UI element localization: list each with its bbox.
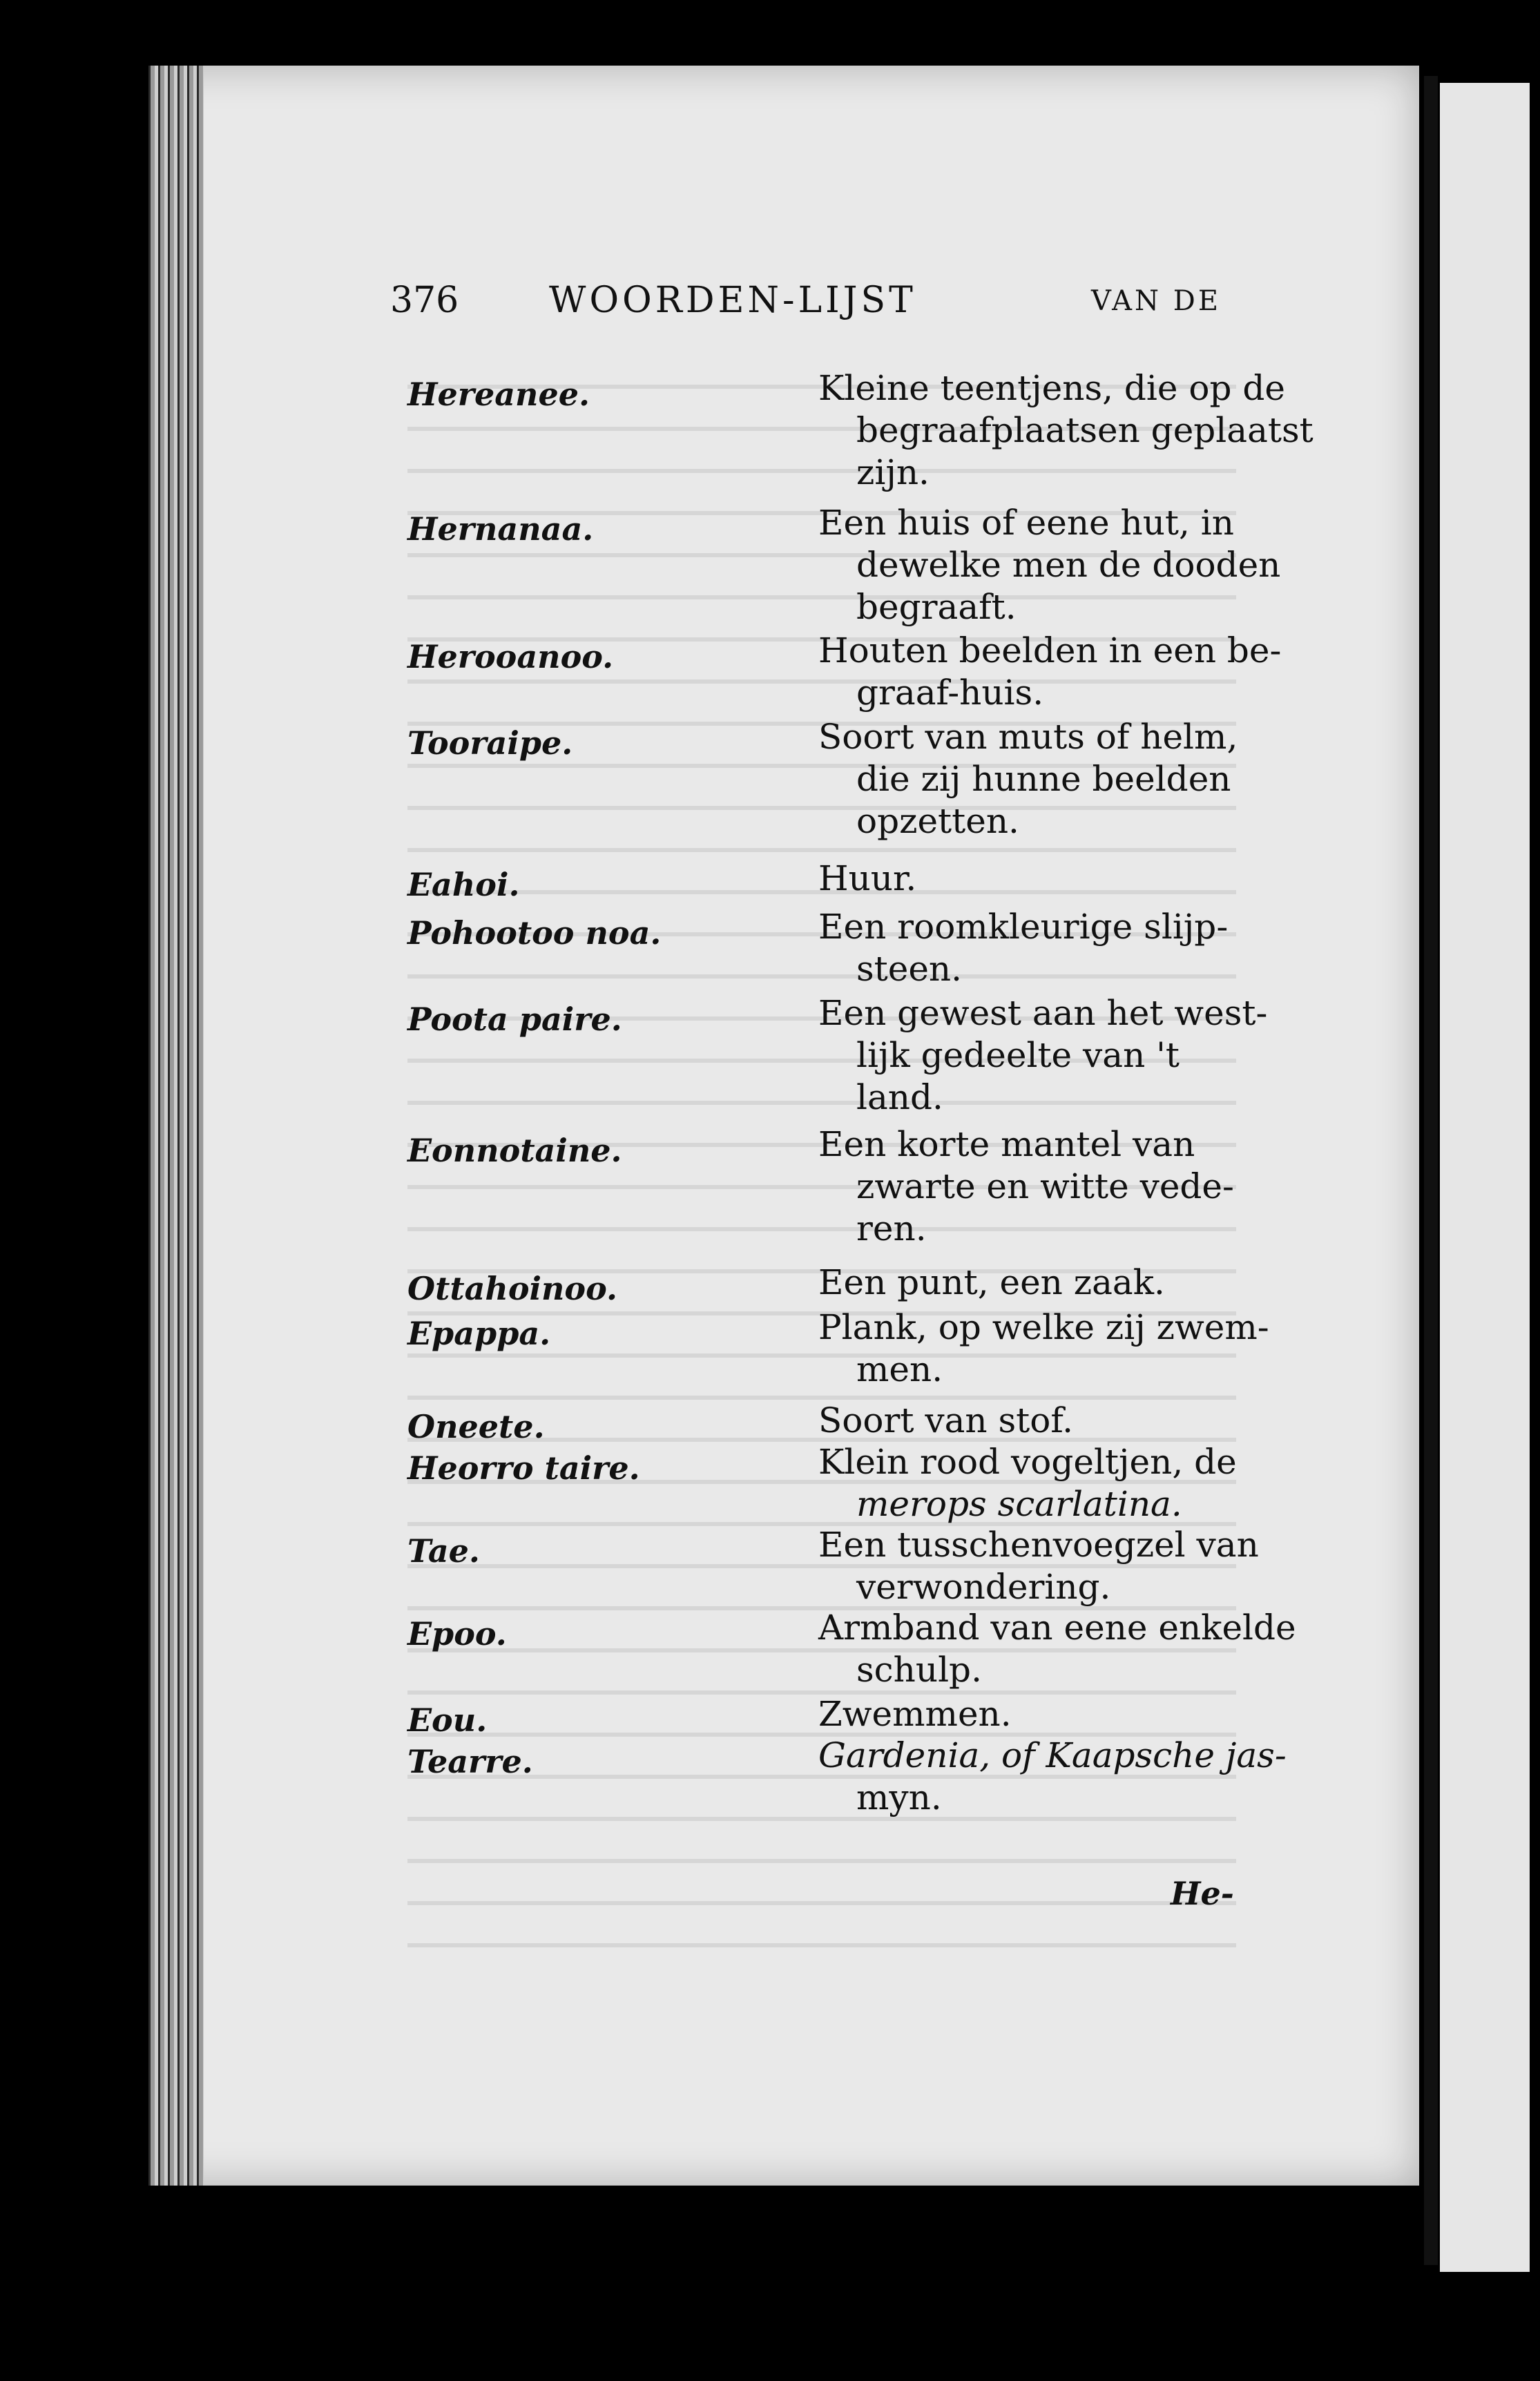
definition-line: Armband van eene enkelde	[818, 1608, 1296, 1648]
entry-definition	[818, 1400, 1260, 1442]
entry-term: Eonnotaine.	[407, 1132, 622, 1169]
definition-line: Plank, op welke zij zwem-	[818, 1307, 1269, 1347]
entry-term: Epoo.	[407, 1615, 507, 1652]
entry-definition	[818, 1607, 1296, 1691]
entry-term: Ottahoinoo.	[407, 1270, 617, 1307]
entry-term: Eahoi.	[407, 866, 520, 903]
definition-line: die zij hunne beelden	[856, 759, 1231, 799]
definition-line: Klein rood vogeltjen, de	[818, 1442, 1237, 1482]
definition-line: verwondering.	[856, 1567, 1111, 1607]
definition-line: begraaft.	[856, 587, 1017, 627]
definition-line: begraafplaatsen geplaatst	[856, 410, 1313, 450]
definition-line: schulp.	[856, 1650, 982, 1690]
definition-line: Soort van muts of helm,	[818, 717, 1238, 757]
definition-line: Zwemmen.	[818, 1694, 1012, 1734]
entry-term: Tooraipe.	[407, 724, 573, 762]
entry-definition	[818, 1124, 1260, 1250]
entry-definition	[818, 502, 1281, 628]
definition-line: Een roomkleurige slijp-	[818, 907, 1229, 947]
header-title: WOORDEN-LIJST	[549, 280, 916, 321]
entry-definition	[818, 1735, 1287, 1819]
definition-line: land.	[856, 1077, 943, 1117]
entry-term: Epappa.	[407, 1315, 551, 1352]
page-edge-stack	[148, 66, 204, 2186]
definition-line: ren.	[856, 1208, 927, 1249]
entry-definition	[818, 992, 1268, 1119]
entry-term: Herooanoo.	[407, 638, 614, 675]
entry-definition	[818, 1693, 1260, 1735]
entry-definition	[818, 906, 1260, 990]
entry-term: Hernanaa.	[407, 510, 594, 548]
definition-line: Een korte mantel van	[818, 1124, 1195, 1164]
entry-term: Eou.	[407, 1702, 488, 1739]
next-page-edge	[1440, 83, 1530, 2272]
catchword: He-	[1171, 1875, 1234, 1912]
entry-term: Tearre.	[407, 1743, 533, 1780]
entry-term: Hereanee.	[407, 376, 590, 413]
definition-line: Gardenia, of Kaapsche jas-	[818, 1735, 1287, 1775]
page-number: 376	[390, 280, 459, 321]
entry-definition	[818, 1307, 1269, 1391]
definition-line: graaf-huis.	[856, 673, 1044, 713]
definition-line: Houten beelden in een be-	[818, 630, 1282, 671]
entry-definition	[818, 716, 1260, 842]
entry-definition	[818, 1524, 1260, 1608]
entry-definition	[818, 1441, 1260, 1525]
definition-line: Kleine teentjens, die op de	[818, 368, 1286, 408]
entry-term: Heorro taire.	[407, 1449, 640, 1487]
definition-line: men.	[856, 1349, 943, 1389]
entry-definition	[818, 858, 1260, 900]
definition-line: Een punt, een zaak.	[818, 1262, 1165, 1302]
header-title-suffix: VAN DE	[1091, 285, 1222, 317]
definition-line: merops scarlatina.	[856, 1484, 1182, 1524]
entry-definition	[818, 1262, 1260, 1304]
definition-line: dewelke men de dooden	[856, 545, 1281, 585]
entry-definition	[818, 630, 1282, 714]
entry-term: Pohootoo noa.	[407, 914, 662, 952]
definition-line: Huur.	[818, 858, 917, 898]
entry-definition	[818, 367, 1313, 494]
entry-term: Oneete.	[407, 1408, 545, 1445]
definition-line: zijn.	[856, 452, 930, 492]
definition-line: zwarte en witte vede-	[856, 1166, 1234, 1206]
running-header	[390, 280, 1222, 335]
definition-line: steen.	[856, 949, 963, 989]
book-gutter	[1424, 76, 1438, 2265]
definition-line: Soort van stof.	[818, 1400, 1073, 1440]
definition-line: opzetten.	[856, 801, 1019, 841]
definition-line: myn.	[856, 1777, 942, 1818]
definition-line: lijk gedeelte van 't	[856, 1035, 1180, 1075]
definition-line: Een huis of eene hut, in	[818, 503, 1234, 543]
definition-line: Een gewest aan het west-	[818, 993, 1268, 1033]
definition-line: Een tusschenvoegzel van	[818, 1525, 1259, 1565]
entry-term: Poota paire.	[407, 1001, 622, 1038]
entry-term: Tae.	[407, 1532, 480, 1570]
